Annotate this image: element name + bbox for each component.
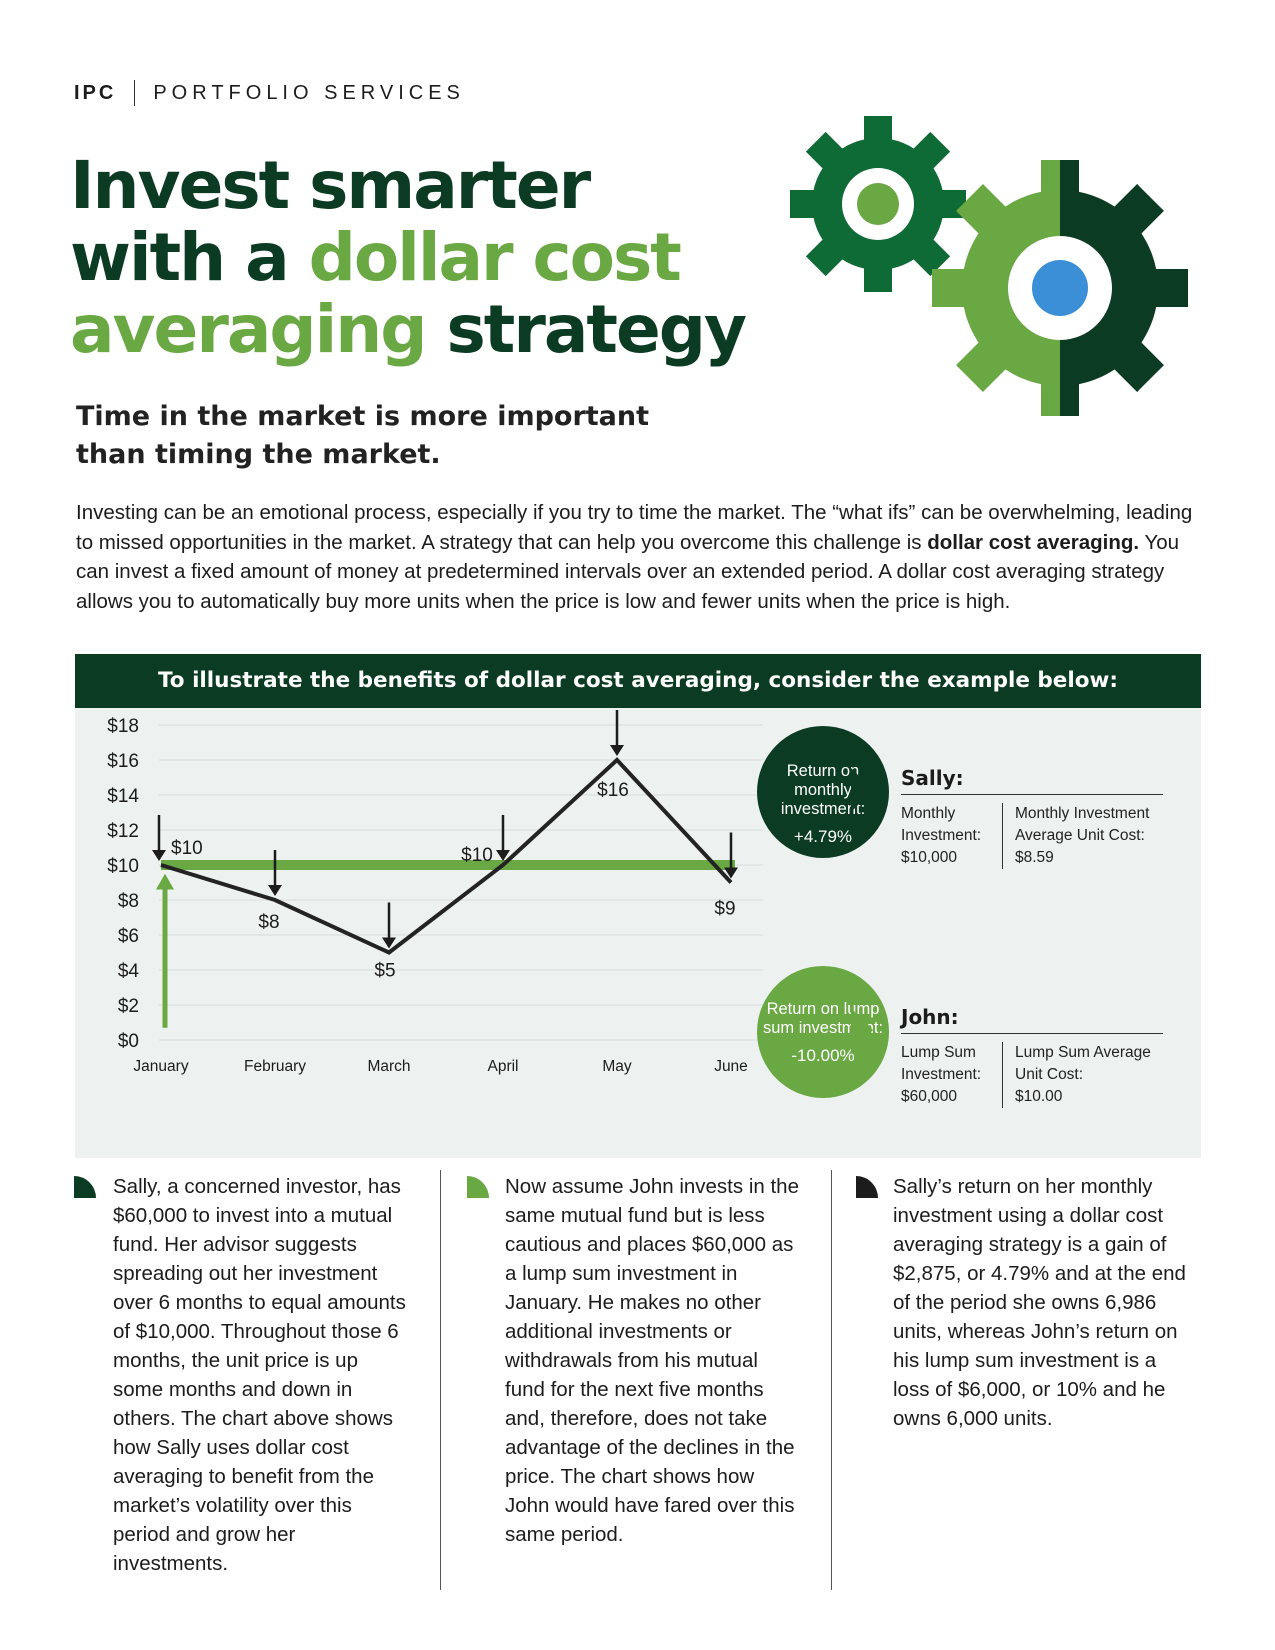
intro-text: Investing can be an emotional process, especially if you try to time the market. The “what ifs” can be overwhelming, leading to missed opportunities in the market. A strategy that can help you overcome this challenge is	[76, 501, 1193, 554]
quarter-circle-icon	[74, 1176, 96, 1198]
intro-bold: dollar cost averaging.	[927, 530, 1140, 554]
arrow-down-icon	[610, 745, 624, 756]
x-tick-label: March	[367, 1058, 411, 1075]
data-label: $8	[258, 912, 280, 933]
x-tick-label: May	[602, 1058, 632, 1075]
data-label: $9	[714, 898, 736, 920]
john-name: John:	[901, 1005, 1163, 1034]
john-investment	[901, 1042, 1003, 1108]
triangle-right-icon	[851, 1008, 873, 1052]
john-story-column: Now assume John invests in the same mutual fund but is less cautious and places $60,000 as a lump sum investment in January. He makes no other additional investments or withdrawals from his mutual fund for the next five months and, therefore, does not take advantage of the declines in the price. The chart shows how John would have fared over this same period.	[505, 1175, 799, 1546]
title-line-3	[70, 291, 750, 368]
sally-story-column: Sally, a concerned investor, has $60,000 to invest into a mutual fund. Her advisor suggests spreading out her investment over 6 months to equal amounts of $10,000. Throughout those 6 months, the unit price is up some months and down in others. The chart above shows how Sally uses dollar cost averaging to benefit from the market’s volatility over this period and grow her investments.	[113, 1175, 406, 1575]
john-unit-cost	[1003, 1042, 1151, 1108]
title-line-3-dark: strategy	[425, 291, 745, 368]
arrow-down-icon	[268, 885, 282, 896]
title-line-2-dark: with a	[70, 219, 309, 296]
quarter-circle-icon	[856, 1176, 878, 1198]
sally-investment-amount: $10,000	[901, 849, 958, 866]
y-tick-label: $4	[117, 961, 139, 982]
data-label: $16	[597, 780, 629, 801]
subheadline-line-2: than timing the market.	[76, 439, 441, 470]
subheadline	[76, 398, 676, 474]
example-banner: To illustrate the benefits of dollar cost averaging, consider the example below:	[75, 654, 1201, 708]
john-unit-cost-line: Lump Sum Average	[1015, 1044, 1151, 1061]
x-tick-label: April	[487, 1058, 519, 1075]
price-chart	[75, 708, 775, 1158]
column-divider	[831, 1170, 832, 1590]
y-tick-label: $18	[107, 716, 139, 737]
intro-text-end: You can invest a fixed amount of money at predetermined intervals over an extended period. A dollar cost averaging strategy allows you to automatically buy more units when the price is low and fewer units when the price is high.	[76, 530, 1180, 613]
lump-sum-return-label: Return on lump sum investment:	[762, 1000, 884, 1037]
column-divider	[440, 1170, 441, 1590]
page-title	[70, 147, 750, 368]
price-line	[161, 760, 731, 953]
monthly-return-value: +4.79%	[793, 827, 853, 846]
sally-name: Sally:	[901, 766, 1163, 795]
x-tick-label: June	[714, 1058, 748, 1075]
x-tick-label: January	[133, 1058, 189, 1075]
monthly-return-label: Return on monthly investment:	[780, 762, 866, 818]
john-investment-amount: $60,000	[901, 1088, 958, 1105]
y-tick-label: $6	[117, 926, 139, 947]
sally-investment-line: Monthly	[901, 805, 956, 822]
brand-header	[74, 80, 465, 106]
y-tick-label: $16	[107, 751, 139, 772]
john-investment-line: Investment:	[901, 1066, 982, 1083]
sally-unit-cost	[1003, 803, 1149, 869]
data-label: $5	[374, 960, 396, 982]
y-tick-label: $8	[117, 891, 139, 912]
arrow-up-icon	[156, 874, 174, 890]
title-line-2-green: dollar cost	[308, 219, 680, 296]
arrow-down-icon	[152, 850, 166, 861]
lump-sum-return-value: -10.00%	[791, 1046, 855, 1065]
gear-dark-icon	[790, 116, 966, 292]
x-tick-label: February	[243, 1058, 307, 1075]
john-unit-cost-line: Unit Cost:	[1015, 1066, 1084, 1083]
sally-investment	[901, 803, 1003, 869]
title-line-2	[70, 219, 750, 296]
brand-name: IPC	[74, 81, 117, 104]
john-summary	[901, 1005, 1163, 1108]
sally-unit-cost-value: $8.59	[1015, 849, 1054, 866]
example-panel	[75, 708, 1201, 1158]
john-investment-line: Lump Sum	[901, 1044, 976, 1061]
data-label: $10	[461, 845, 493, 866]
intro-paragraph	[76, 498, 1206, 616]
subheadline-line-1: Time in the market is more important	[76, 401, 650, 432]
sally-summary	[901, 766, 1163, 869]
sally-unit-cost-line: Monthly Investment	[1015, 805, 1150, 822]
quarter-circle-icon	[467, 1176, 489, 1198]
y-tick-label: $10	[107, 856, 139, 877]
data-label: $10	[171, 838, 203, 859]
y-tick-label: $14	[107, 786, 139, 807]
y-tick-label: $0	[117, 1031, 139, 1052]
gear-split-icon	[932, 160, 1188, 416]
y-tick-label: $2	[117, 996, 139, 1017]
gears-illustration	[780, 108, 1220, 418]
triangle-right-icon	[851, 768, 873, 812]
john-unit-cost-value: $10.00	[1015, 1088, 1063, 1105]
sally-investment-line: Investment:	[901, 827, 982, 844]
title-line-1: Invest smarter	[70, 147, 590, 224]
brand-divider	[134, 80, 135, 106]
comparison-column: Sally’s return on her monthly investment using a dollar cost averaging strategy is a gain of $2,875, or 4.79% and at the end of the period she owns 6,986 units, whereas John’s return on his lump sum investment is a loss of $6,000, or 10% and he owns 6,000 units.	[893, 1175, 1186, 1430]
brand-tagline: PORTFOLIO SERVICES	[153, 81, 465, 104]
y-tick-label: $12	[107, 821, 139, 842]
title-line-3-green: averaging	[70, 291, 426, 368]
sally-unit-cost-line: Average Unit Cost:	[1015, 827, 1145, 844]
